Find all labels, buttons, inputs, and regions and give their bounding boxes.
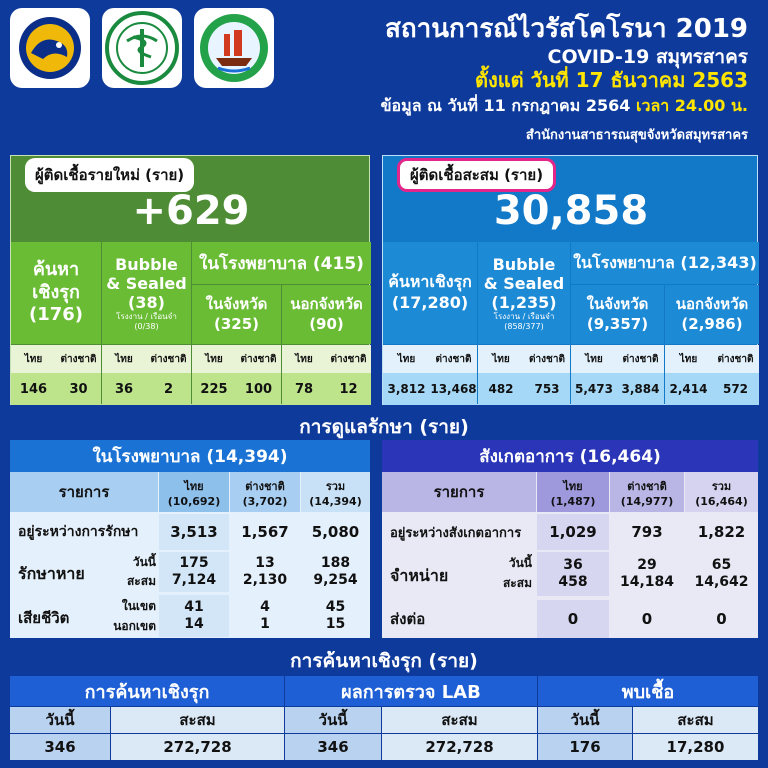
observe-col-foreign-label: ต่างชาติ bbox=[627, 479, 667, 493]
lab-today-value: 346 bbox=[285, 734, 381, 760]
hospital-col-thai bbox=[159, 472, 229, 512]
new-out-province-count: (90) bbox=[309, 314, 344, 333]
discharge-thai bbox=[537, 552, 609, 596]
lab-accum-value: 272,728 bbox=[382, 734, 537, 760]
refer-total: 0 bbox=[716, 610, 727, 628]
provincial-health-office-logo bbox=[194, 8, 274, 88]
row-death-label: เสียชีวิต bbox=[18, 609, 70, 627]
cum-label-5: ไทย bbox=[571, 345, 617, 373]
death-in-label: ในเขต bbox=[121, 598, 156, 613]
row-discharge-label: จำหน่าย bbox=[390, 565, 449, 585]
observing-foreign: 793 bbox=[631, 523, 663, 541]
search-accum-label: สะสม bbox=[111, 707, 284, 733]
data-as-of bbox=[381, 94, 748, 119]
cum-out-province-count: (2,986) bbox=[681, 314, 743, 333]
observe-col-item: รายการ bbox=[382, 472, 536, 512]
agency-name: สำนักงานสาธารณสุขจังหวัดสมุทรสาคร bbox=[525, 128, 748, 143]
death-in-total: 45 bbox=[325, 599, 346, 616]
new-value-7: 78 bbox=[282, 373, 326, 405]
cum-value-4: 753 bbox=[524, 373, 570, 405]
hospital-col-thai-count: (10,692) bbox=[167, 494, 221, 508]
recovered-accum-thai: 7,124 bbox=[171, 572, 217, 588]
new-out-province-label: นอกจังหวัด bbox=[290, 295, 363, 313]
observe-col-thai bbox=[537, 472, 609, 512]
new-active-search-header bbox=[11, 242, 101, 344]
observe-col-thai-label: ไทย bbox=[563, 479, 583, 493]
lab-accum-label: สะสม bbox=[382, 707, 537, 733]
cum-active-search-header bbox=[383, 242, 477, 344]
new-cases-panel bbox=[10, 155, 370, 405]
cumulative-tag: ผู้ติดเชื้อสะสม (ราย) bbox=[397, 158, 556, 192]
new-in-province-label: ในจังหวัด bbox=[205, 295, 268, 313]
death-out-foreign: 1 bbox=[260, 616, 270, 632]
new-value-6: 100 bbox=[236, 373, 281, 405]
cum-value-1: 3,812 bbox=[383, 373, 430, 405]
new-label-7: ไทย bbox=[282, 345, 326, 373]
hospital-col-item: รายการ bbox=[10, 472, 158, 512]
cum-active-search-count: (17,280) bbox=[391, 293, 469, 312]
hospital-col-total bbox=[301, 472, 370, 512]
new-hospital-header: ในโรงพยาบาล (415) bbox=[192, 242, 371, 284]
observe-col-foreign bbox=[610, 472, 684, 512]
cum-bubble-note: โรงงาน / เรือนจำ bbox=[493, 312, 555, 322]
death-foreign bbox=[230, 595, 300, 637]
cumulative-total: 30,858 bbox=[493, 188, 649, 234]
cum-label-3: ไทย bbox=[478, 345, 524, 373]
cum-label-7: ไทย bbox=[665, 345, 712, 373]
discharge-today-thai: 36 bbox=[563, 557, 583, 574]
discharge-accum-label: สะสม bbox=[502, 575, 532, 590]
new-label-5: ไทย bbox=[192, 345, 236, 373]
cumulative-panel bbox=[382, 155, 758, 405]
observation-care-title: สังเกตอาการ (16,464) bbox=[382, 440, 758, 472]
since-date: ตั้งแต่ วันที่ 17 ธันวาคม 2563 bbox=[475, 68, 748, 92]
death-thai bbox=[159, 595, 229, 637]
data-time: เวลา 24.00 น. bbox=[635, 96, 748, 115]
hospital-care-title: ในโรงพยาบาล (14,394) bbox=[10, 440, 370, 472]
recovered-accum-foreign: 2,130 bbox=[242, 572, 288, 588]
ministry-of-public-health-logo bbox=[102, 8, 182, 88]
cum-bubble-header bbox=[478, 242, 570, 344]
new-label-6: ต่างชาติ bbox=[236, 345, 281, 373]
recovered-today-foreign: 13 bbox=[255, 555, 275, 572]
new-cases-total: +629 bbox=[132, 188, 250, 234]
observe-col-total bbox=[685, 472, 758, 512]
hospital-col-total-count: (14,394) bbox=[309, 494, 362, 508]
new-value-5: 225 bbox=[192, 373, 236, 405]
cum-value-2: 13,468 bbox=[430, 373, 477, 405]
hospital-col-total-label: รวม bbox=[325, 479, 346, 493]
new-value-8: 12 bbox=[326, 373, 371, 405]
observation-care-table bbox=[382, 440, 758, 638]
cum-out-province-label: นอกจังหวัด bbox=[675, 295, 749, 313]
cum-bubble-line1: Bubble bbox=[492, 254, 556, 274]
discharge-today-label: วันนี้ bbox=[508, 555, 532, 570]
cum-in-province-label: ในจังหวัด bbox=[586, 295, 649, 313]
new-cases-tag: ผู้ติดเชื้อรายใหม่ (ราย) bbox=[25, 158, 194, 192]
found-col-title: พบเชื้อ bbox=[538, 676, 758, 706]
discharge-accum-total: 14,642 bbox=[694, 574, 749, 590]
treating-foreign: 1,567 bbox=[241, 523, 289, 541]
observe-col-total-count: (16,464) bbox=[695, 494, 748, 508]
death-out-thai: 14 bbox=[184, 616, 204, 632]
row-treating-label: อยู่ระหว่างการรักษา bbox=[18, 524, 139, 540]
observe-col-total-label: รวม bbox=[711, 479, 732, 493]
cum-label-4: ต่างชาติ bbox=[524, 345, 570, 373]
search-today-value: 346 bbox=[10, 734, 110, 760]
death-out-label: นอกเขต bbox=[113, 618, 156, 633]
new-bubble-count: (38) bbox=[128, 293, 165, 312]
recovered-today-label: วันนี้ bbox=[132, 554, 156, 569]
cum-in-province-count: (9,357) bbox=[586, 314, 649, 333]
recovered-total bbox=[301, 552, 370, 592]
cum-value-7: 2,414 bbox=[665, 373, 712, 405]
discharge-foreign bbox=[610, 552, 684, 596]
cum-out-province-header bbox=[665, 285, 759, 344]
recovered-accum-label: สะสม bbox=[126, 573, 156, 588]
hospital-col-foreign-label: ต่างชาติ bbox=[245, 479, 285, 493]
province-seal-logo bbox=[10, 8, 90, 88]
new-active-search-count: (176) bbox=[28, 304, 84, 326]
new-out-province-header bbox=[282, 285, 371, 344]
new-active-search-line2: เชิงรุก bbox=[32, 281, 80, 303]
new-label-1: ไทย bbox=[11, 345, 56, 373]
death-in-foreign: 4 bbox=[260, 599, 270, 616]
observing-total: 1,822 bbox=[697, 523, 746, 541]
death-out-total: 15 bbox=[325, 616, 346, 632]
refer-foreign: 0 bbox=[641, 610, 653, 628]
page-subtitle: COVID-19 สมุทรสาคร bbox=[547, 46, 748, 68]
new-bubble-note2: (0/38) bbox=[134, 321, 159, 331]
recovered-today-thai: 175 bbox=[179, 555, 209, 572]
active-search-table bbox=[10, 676, 758, 760]
row-observing-label: อยู่ระหว่างสังเกตอาการ bbox=[390, 525, 522, 541]
death-in-thai: 41 bbox=[184, 599, 204, 616]
recovered-foreign bbox=[230, 552, 300, 592]
new-label-3: ไทย bbox=[102, 345, 146, 373]
hospital-col-thai-label: ไทย bbox=[184, 479, 204, 493]
cum-in-province-header bbox=[571, 285, 664, 344]
cum-value-3: 482 bbox=[478, 373, 524, 405]
hospital-care-table bbox=[10, 440, 370, 638]
new-label-4: ต่างชาติ bbox=[146, 345, 191, 373]
page-title: สถานการณ์ไวรัสโคโรนา 2019 bbox=[385, 14, 748, 44]
found-today-value: 176 bbox=[538, 734, 632, 760]
new-value-4: 2 bbox=[146, 373, 191, 405]
discharge-accum-thai: 458 bbox=[558, 574, 588, 590]
cum-label-8: ต่างชาติ bbox=[712, 345, 759, 373]
recovered-today-total: 188 bbox=[320, 555, 351, 572]
new-label-2: ต่างชาติ bbox=[56, 345, 101, 373]
observing-thai: 1,029 bbox=[537, 514, 609, 550]
hospital-col-foreign bbox=[230, 472, 300, 512]
new-active-search-line1: ค้นหา bbox=[32, 259, 80, 281]
search-today-label: วันนี้ bbox=[10, 707, 110, 733]
discharge-today-total: 65 bbox=[711, 557, 732, 574]
treating-thai: 3,513 bbox=[159, 514, 229, 550]
recovered-thai bbox=[159, 552, 229, 592]
hospital-col-foreign-count: (3,702) bbox=[242, 494, 288, 508]
new-bubble-line2: & Sealed bbox=[106, 273, 187, 293]
care-section-title: การดูแลรักษา (ราย) bbox=[299, 416, 469, 438]
lab-today-label: วันนี้ bbox=[285, 707, 381, 733]
new-label-8: ต่างชาติ bbox=[326, 345, 371, 373]
cum-bubble-line2: & Sealed bbox=[483, 273, 565, 293]
death-total bbox=[301, 595, 370, 637]
new-value-2: 30 bbox=[56, 373, 101, 405]
found-today-label: วันนี้ bbox=[538, 707, 632, 733]
cum-hospital-header: ในโรงพยาบาล (12,343) bbox=[571, 242, 759, 284]
treating-total: 5,080 bbox=[311, 523, 360, 541]
new-in-province-count: (325) bbox=[213, 314, 260, 333]
observe-col-foreign-count: (14,977) bbox=[620, 494, 674, 508]
cum-label-6: ต่างชาติ bbox=[617, 345, 664, 373]
cum-bubble-note2: (858/377) bbox=[504, 321, 544, 331]
new-bubble-header bbox=[102, 242, 191, 344]
discharge-total bbox=[685, 552, 758, 596]
discharge-accum-foreign: 14,184 bbox=[619, 574, 675, 590]
search-col-title: การค้นหาเชิงรุก bbox=[10, 676, 284, 706]
cum-label-1: ไทย bbox=[383, 345, 430, 373]
data-date: ข้อมูล ณ วันที่ 11 กรกฎาคม 2564 bbox=[380, 96, 631, 115]
cum-active-search-label: ค้นหาเชิงรุก bbox=[388, 272, 472, 292]
cum-value-8: 572 bbox=[712, 373, 759, 405]
lab-col-title: ผลการตรวจ LAB bbox=[285, 676, 537, 706]
cum-value-5: 5,473 bbox=[571, 373, 617, 405]
new-bubble-note: โรงงาน / เรือนจำ bbox=[116, 312, 177, 322]
row-refer-label: ส่งต่อ bbox=[390, 610, 426, 628]
cum-value-6: 3,884 bbox=[617, 373, 664, 405]
new-value-1: 146 bbox=[11, 373, 56, 405]
refer-thai: 0 bbox=[537, 600, 609, 638]
found-accum-value: 17,280 bbox=[633, 734, 758, 760]
found-accum-label: สะสม bbox=[633, 707, 758, 733]
cum-label-2: ต่างชาติ bbox=[430, 345, 477, 373]
observe-col-thai-count: (1,487) bbox=[550, 494, 596, 508]
active-search-section-title: การค้นหาเชิงรุก (ราย) bbox=[290, 650, 478, 672]
new-value-3: 36 bbox=[102, 373, 146, 405]
cum-bubble-count: (1,235) bbox=[491, 293, 557, 312]
search-accum-value: 272,728 bbox=[111, 734, 284, 760]
discharge-today-foreign: 29 bbox=[637, 557, 657, 574]
new-in-province-header bbox=[192, 285, 281, 344]
recovered-accum-total: 9,254 bbox=[313, 572, 358, 588]
row-recovered-label: รักษาหาย bbox=[18, 563, 85, 583]
new-bubble-line1: Bubble bbox=[115, 254, 178, 274]
